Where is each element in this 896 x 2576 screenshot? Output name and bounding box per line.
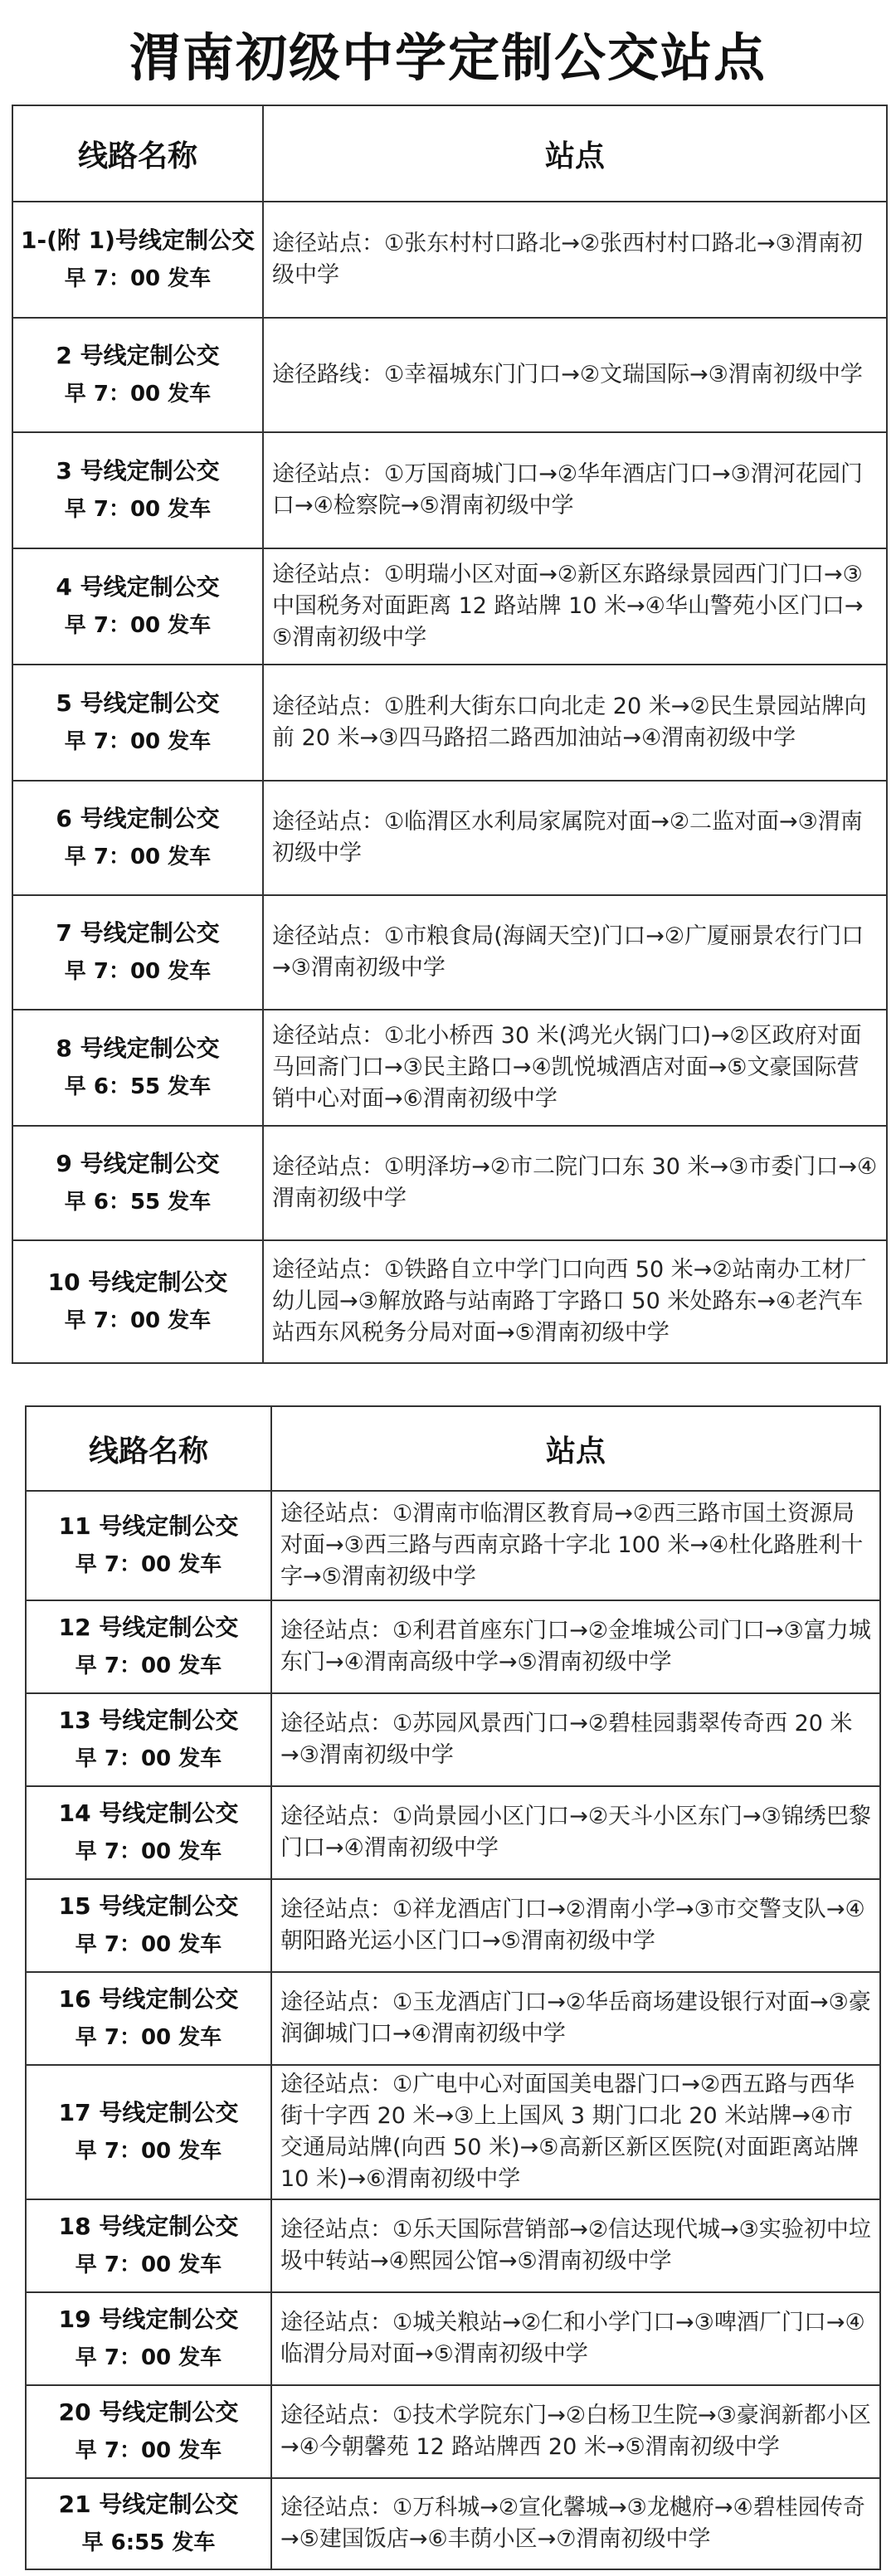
route-name-cell [12, 1126, 263, 1240]
route-name: 1-(附 1)号线定制公交 [21, 226, 255, 254]
route-name-cell [26, 2385, 271, 2478]
route-name: 15 号线定制公交 [58, 1892, 239, 1920]
route-stops: 途径站点：①胜利大街东口向北走 20 米→②民生景园站牌向前 20 米→③四马路招二路西加油站→④渭南初级中学 [263, 665, 887, 781]
route-name: 18 号线定制公交 [58, 2213, 239, 2240]
table-row [12, 1010, 887, 1126]
route-name-cell [26, 1879, 271, 1972]
table-row [12, 548, 887, 665]
route-stops: 途径站点：①铁路自立中学门口向西 50 米→②站南办工材厂幼儿园→③解放路与站南路丁字路口 50 米处路东→④老汽车站西东风税务分局对面→⑤渭南初级中学 [263, 1240, 887, 1363]
route-name-cell [12, 1240, 263, 1363]
route-name-cell [26, 1972, 271, 2065]
table-row [26, 2292, 880, 2385]
route-name: 13 号线定制公交 [58, 1707, 239, 1734]
route-name-cell [26, 2292, 271, 2385]
departure-time: 早 7：00 发车 [64, 497, 212, 522]
route-name-cell [26, 1786, 271, 1879]
route-name: 17 号线定制公交 [58, 2099, 239, 2126]
departure-time: 早 7：00 发车 [64, 845, 212, 869]
departure-time: 早 7：00 发车 [75, 2438, 222, 2463]
route-stops: 途径路线：①幸福城东门门口→②文瑞国际→③渭南初级中学 [263, 318, 887, 432]
route-stops: 途径站点：①尚景园小区门口→②天斗小区东门→③锦绣巴黎门口→④渭南初级中学 [271, 1786, 880, 1879]
departure-time: 早 7：00 发车 [75, 1932, 222, 1957]
route-stops: 途径站点：①北小桥西 30 米(鸿光火锅门口)→②区政府对面马回斋门口→③民主路口→④凯悦城酒店对面→⑤文豪国际营销中心对面→⑥渭南初级中学 [263, 1010, 887, 1126]
departure-time: 早 7：00 发车 [75, 2025, 222, 2050]
route-name-cell [26, 2199, 271, 2292]
route-name-cell [26, 1491, 271, 1600]
route-stops: 途径站点：①明瑞小区对面→②新区东路绿景园西门门口→③中国税务对面距离 12 路站牌 10 米→④华山警苑小区门口→⑤渭南初级中学 [263, 548, 887, 665]
table-row [26, 2065, 880, 2199]
route-name-cell [26, 2478, 271, 2569]
header-route-name: 线路名称 [12, 105, 263, 202]
route-name: 16 号线定制公交 [58, 1985, 239, 2013]
table-row [26, 1786, 880, 1879]
departure-time: 早 7：00 发车 [75, 1746, 222, 1771]
departure-time: 早 7：00 发车 [64, 959, 212, 984]
route-stops: 途径站点：①张东村村口路北→②张西村村口路北→③渭南初级中学 [263, 202, 887, 318]
departure-time: 早 7：00 发车 [64, 266, 212, 291]
route-name: 19 号线定制公交 [58, 2306, 239, 2333]
route-name-cell [12, 665, 263, 781]
table-row [26, 2478, 880, 2569]
route-name-cell [12, 781, 263, 895]
route-stops: 途径站点：①广电中心对面国美电器门口→②西五路与西华街十字西 20 米→③上上国风 3 期门口北 20 米站牌→④市交通局站牌(向西 50 米)→⑤高新区新区医院(对面距离站牌 10 米)→⑥渭南初级中学 [271, 2065, 880, 2199]
departure-time: 早 6:55 发车 [81, 2530, 216, 2555]
route-stops: 途径站点：①乐天国际营销部→②信达现代城→③实验初中垃圾中转站→④熙园公馆→⑤渭南初级中学 [271, 2199, 880, 2292]
departure-time: 早 7：00 发车 [75, 2252, 222, 2277]
route-stops: 途径站点：①玉龙酒店门口→②华岳商场建设银行对面→③豪润御城门口→④渭南初级中学 [271, 1972, 880, 2065]
route-name: 12 号线定制公交 [58, 1614, 239, 1641]
route-name-cell [12, 1010, 263, 1126]
route-name: 6 号线定制公交 [56, 805, 220, 832]
table-header-row [26, 1406, 880, 1491]
table-row [26, 1491, 880, 1600]
route-name: 7 号线定制公交 [56, 919, 220, 947]
table-row [26, 2199, 880, 2292]
route-name: 8 号线定制公交 [56, 1035, 220, 1062]
route-name: 3 号线定制公交 [56, 457, 220, 485]
route-stops: 途径站点：①万国商城门口→②华年酒店门口→③渭河花园门口→④检察院→⑤渭南初级中学 [263, 432, 887, 548]
route-name-cell [26, 2065, 271, 2199]
route-name: 4 号线定制公交 [56, 573, 220, 601]
route-stops: 途径站点：①渭南市临渭区教育局→②西三路市国土资源局对面→③西三路与西南京路十字北 100 米→④杜化路胜利十字→⑤渭南初级中学 [271, 1491, 880, 1600]
route-name-cell [12, 202, 263, 318]
route-name: 9 号线定制公交 [56, 1150, 220, 1177]
route-name: 21 号线定制公交 [58, 2491, 239, 2518]
table-row [12, 1240, 887, 1363]
departure-time: 早 7：00 发车 [64, 382, 212, 407]
table-row [12, 318, 887, 432]
route-stops: 途径站点：①技术学院东门→②白杨卫生院→③豪润新都小区→④今朝馨苑 12 路站牌西 20 米→⑤渭南初级中学 [271, 2385, 880, 2478]
departure-time: 早 6：55 发车 [64, 1190, 212, 1215]
route-name-cell [12, 432, 263, 548]
route-name: 11 号线定制公交 [58, 1512, 239, 1540]
route-name: 10 号线定制公交 [47, 1269, 228, 1296]
table-row [26, 1972, 880, 2065]
departure-time: 早 7：00 发车 [64, 613, 212, 638]
departure-time: 早 6：55 发车 [64, 1074, 212, 1099]
departure-time: 早 7：00 发车 [75, 1653, 222, 1678]
table-row [12, 432, 887, 548]
table-row [12, 202, 887, 318]
table-row [12, 781, 887, 895]
route-stops: 途径站点：①市粮食局(海阔天空)门口→②广厦丽景农行门口→③渭南初级中学 [263, 895, 887, 1010]
header-stops: 站点 [271, 1406, 880, 1491]
route-stops: 途径站点：①临渭区水利局家属院对面→②二监对面→③渭南初级中学 [263, 781, 887, 895]
route-name-cell [12, 895, 263, 1010]
table-row [26, 1693, 880, 1786]
route-name: 14 号线定制公交 [58, 1799, 239, 1827]
route-stops: 途径站点：①万科城→②宣化馨城→③龙樾府→④碧桂园传奇→⑤建国饭店→⑥丰荫小区→⑦渭南初级中学 [271, 2478, 880, 2569]
route-name: 5 号线定制公交 [56, 689, 220, 717]
route-name: 20 号线定制公交 [58, 2398, 239, 2426]
route-stops: 途径站点：①祥龙酒店门口→②渭南小学→③市交警支队→④朝阳路光运小区门口→⑤渭南初级中学 [271, 1879, 880, 1972]
departure-time: 早 7：00 发车 [75, 2139, 222, 2164]
route-name: 2 号线定制公交 [56, 342, 220, 369]
departure-time: 早 7：00 发车 [64, 729, 212, 754]
route-stops: 途径站点：①苏园风景西门口→②碧桂园翡翠传奇西 20 米→③渭南初级中学 [271, 1693, 880, 1786]
header-stops: 站点 [263, 105, 887, 202]
departure-time: 早 7：00 发车 [75, 1552, 222, 1577]
route-name-cell [12, 548, 263, 665]
route-name-cell [26, 1693, 271, 1786]
table-row [26, 1879, 880, 1972]
page-title: 渭南初级中学定制公交站点 [129, 27, 767, 88]
table-row [26, 2385, 880, 2478]
table-row [12, 665, 887, 781]
departure-time: 早 7：00 发车 [75, 1839, 222, 1864]
departure-time: 早 7：00 发车 [64, 1308, 212, 1333]
route-name-cell [26, 1600, 271, 1693]
route-stops: 途径站点：①利君首座东门口→②金堆城公司门口→③富力城东门→④渭南高级中学→⑤渭南初级中学 [271, 1600, 880, 1693]
route-stops: 途径站点：①明泽坊→②市二院门口东 30 米→③市委门口→④渭南初级中学 [263, 1126, 887, 1240]
table-row [12, 1126, 887, 1240]
route-name-cell [12, 318, 263, 432]
route-stops: 途径站点：①城关粮站→②仁和小学门口→③啤酒厂门口→④临渭分局对面→⑤渭南初级中学 [271, 2292, 880, 2385]
departure-time: 早 7：00 发车 [75, 2345, 222, 2370]
table-row [12, 895, 887, 1010]
route-table-1 [12, 105, 888, 1364]
table-row [26, 1600, 880, 1693]
header-route-name: 线路名称 [26, 1406, 271, 1491]
route-table-2 [25, 1405, 881, 2570]
table-header-row [12, 105, 887, 202]
